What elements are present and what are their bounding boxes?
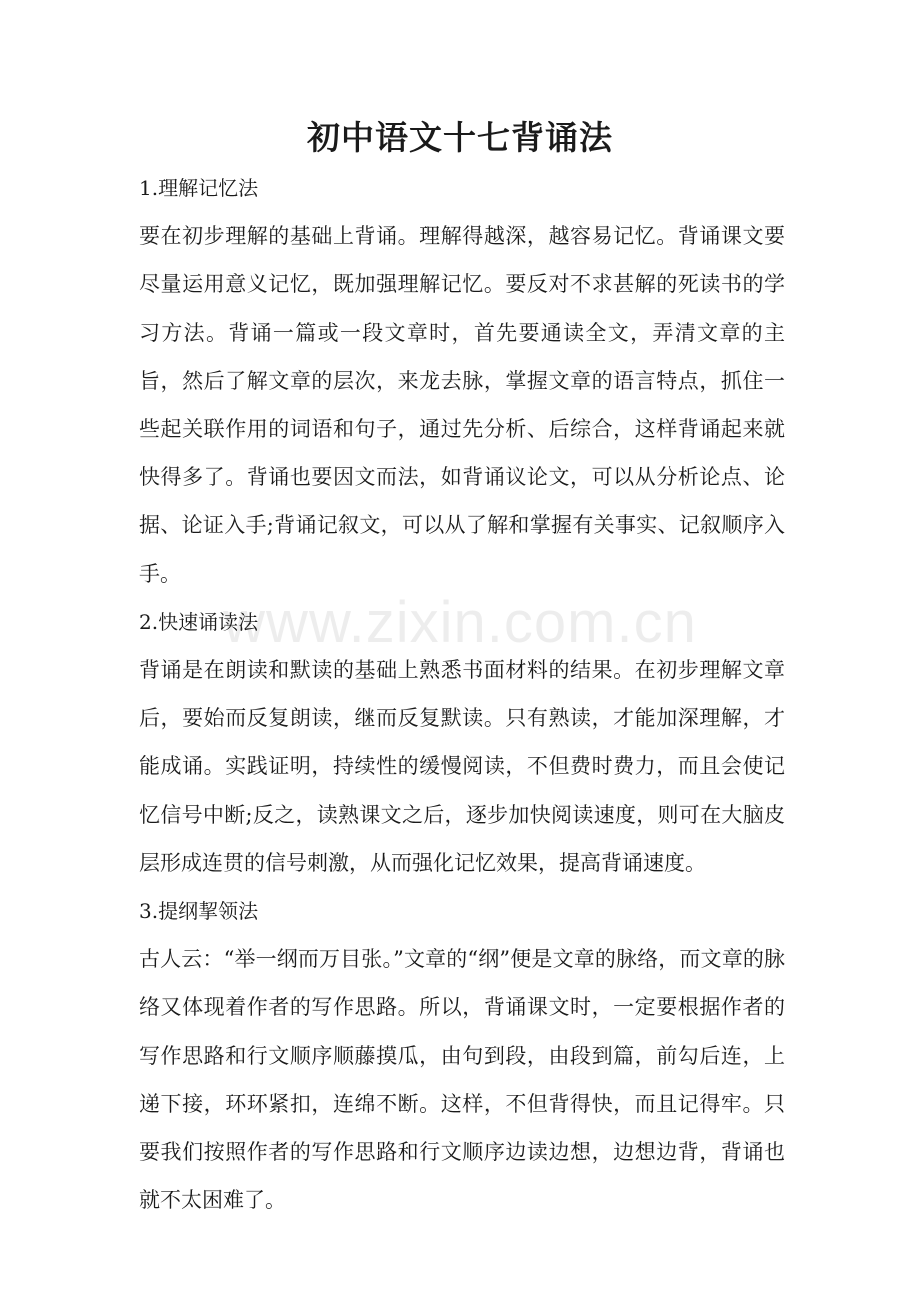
page-title: 初中语文十七背诵法 (307, 118, 613, 157)
document-content (139, 164, 785, 1224)
section-body-2: 背诵是在朗读和默读的基础上熟悉书面材料的结果。在初步理解文章后，要始而反复朗读，继而反复默读。只有熟读，才能加深理解，才能成诵。实践证明，持续性的缓慢阅读，不但费时费力，而且会使记忆信号中断;反之，读熟课文之后，逐步加快阅读速度，则可在大脑皮层形成连贯的信号刺激，从而强化记忆效果，提高背诵速度。 (139, 658, 785, 875)
section-heading-3: 3.提纲挈领法 (139, 899, 259, 924)
section-body-1: 要在初步理解的基础上背诵。理解得越深，越容易记忆。背诵课文要尽量运用意义记忆，既加强理解记忆。要反对不求甚解的死读书的学习方法。背诵一篇或一段文章时，首先要通读全文，弄清文章的主旨，然后了解文章的层次，来龙去脉，掌握文章的语言特点，抓住一些起关联作用的词语和句子，通过先分析、后综合，这样背诵起来就快得多了。背诵也要因文而法，如背诵议论文，可以从分析论点、论据、论证入手;背诵记叙文，可以从了解和掌握有关事实、记叙顺序入手。 (139, 224, 785, 586)
section-heading-2: 2.快速诵读法 (139, 609, 259, 634)
watermark: www.zixin.com.cn (223, 590, 697, 655)
section-heading-1: 1.理解记忆法 (139, 176, 259, 200)
section-body-3: 古人云：“举一纲而万目张。”文章的“纲”便是文章的脉络，而文章的脉络又体现着作者的写作思路。所以，背诵课文时，一定要根据作者的写作思路和行文顺序顺藤摸瓜，由句到段，由段到篇，前勾后连，上递下接，环环紧扣，连绵不断。这样，不但背得快，而且记得牢。只要我们按照作者的写作思路和行文顺序边读边想，边想边背，背诵也就不太困难了。 (139, 947, 785, 1213)
